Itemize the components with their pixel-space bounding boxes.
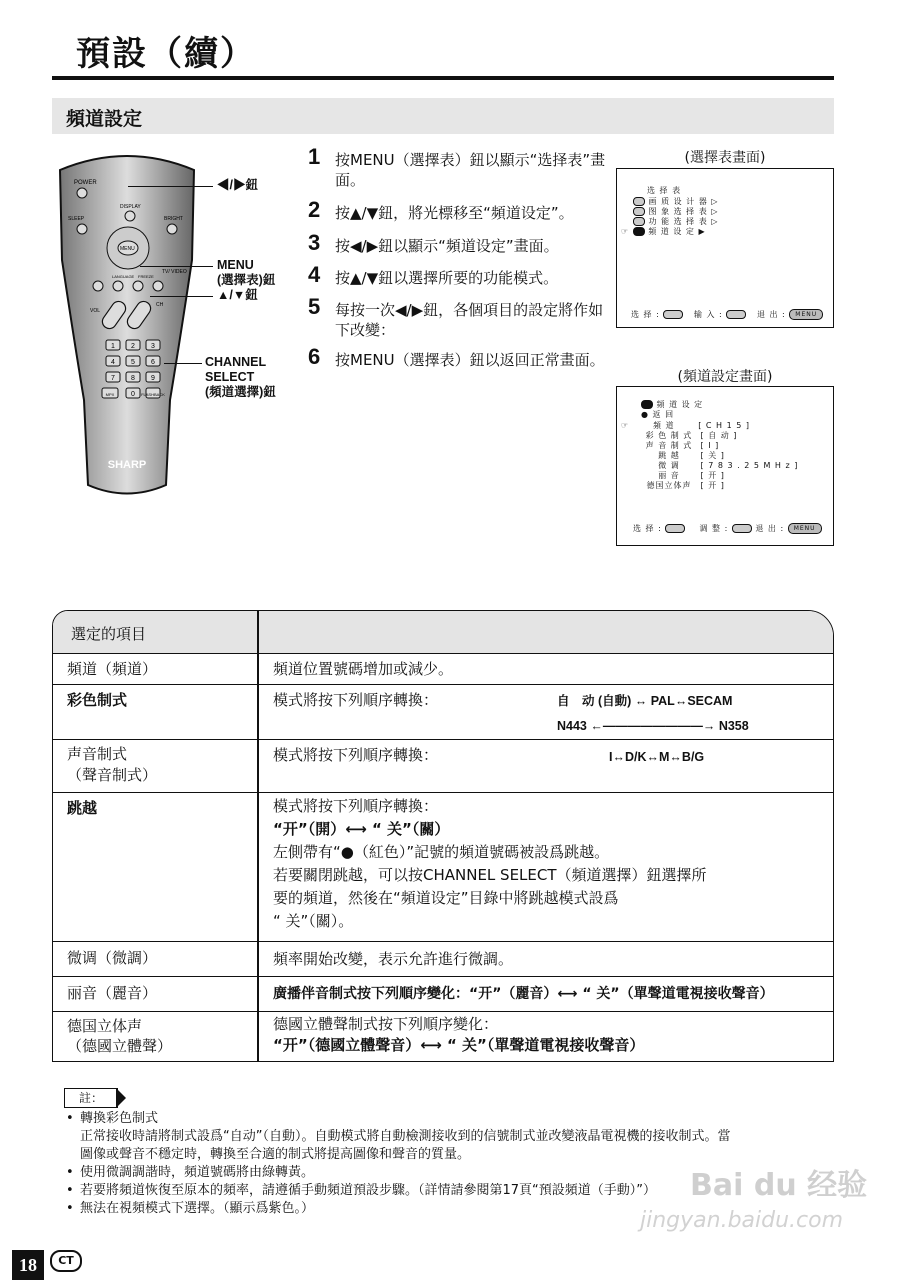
ud-leader <box>150 296 213 297</box>
adjust-key-icon <box>732 524 752 533</box>
note-item: • 若要將頻道恢復至原本的頻率，請遵循手動頻道預設步驟。（詳情請參閱第17頁“預設頻道（手動）”） <box>64 1182 834 1200</box>
sleep-button <box>77 224 87 234</box>
note-item: • 使用微調調諧時，頻道號碼將由綠轉黃。 <box>64 1164 834 1182</box>
ud-button-label: ▲/▼鈕 <box>217 288 258 302</box>
lr-button-label: ◀/▶鈕 <box>217 178 258 192</box>
table-row-color-system: 彩色制式 模式將按下列順序轉換： 自 动 (自動) ↔ PAL↔SECAM N443 ←————————→ N358 <box>53 685 833 740</box>
screen1-item-2: 图 象 选 择 表 ▷ <box>633 206 718 217</box>
display-button <box>125 211 135 221</box>
screen2-row-5: 微 调 [ 7 8 3 . 2 5 M H z ] <box>658 461 799 470</box>
sound-seq: I↔D/K↔M↔B/G <box>609 750 705 764</box>
screen1-item-4: ☞ 頻 道 设 定 ▶ <box>621 227 706 236</box>
page-title: 預設（續） <box>76 34 256 74</box>
power-button <box>77 188 87 198</box>
color-seq-bottom: N443 ←————————→ N358 <box>557 719 749 733</box>
title-rule <box>52 76 834 80</box>
screen1-title: 选 择 表 <box>647 186 682 195</box>
select-key-icon <box>663 310 683 319</box>
section-bar <box>52 98 834 134</box>
digit-9: 9 <box>151 375 155 382</box>
channel-select-label: CHANNEL SELECT (頻道選擇)鈕 <box>205 355 276 399</box>
table-row-nicam: 丽音（麗音） 廣播伴音制式按下列順序變化：“开”（麗音）⟷ “ 关”（單聲道電視接收聲音） <box>53 977 833 1012</box>
digit-3: 3 <box>151 343 155 350</box>
language-badge: CT <box>50 1250 82 1272</box>
table-header: 選定的項目 <box>53 611 833 654</box>
screen1-item-3: 功 能 选 择 表 ▷ <box>633 216 718 227</box>
table-row-german-stereo: 德国立体声 （德國立體聲） 德國立體聲制式按下列順序變化： “开”（德國立體聲音）⟷ “ 关”（單聲道電視接收聲音） <box>67 1015 645 1055</box>
note-item: 正常接收時請將制式設爲“自动”（自動）。自動模式將自動檢測接收到的信號制式並改變液晶電視機的接收制式。當 <box>80 1129 731 1144</box>
page-number: 18 <box>12 1250 44 1280</box>
screen1-caption: (選擇表畫面) <box>684 150 766 166</box>
menu-key-icon: MENU <box>789 309 823 320</box>
step-2: 2 按▲/▼鈕，將光標移至“頻道设定”。 <box>308 197 574 222</box>
note-item: • 轉換彩色制式 <box>64 1110 834 1128</box>
watermark-url: jingyan.baidu.com <box>640 1208 844 1233</box>
table-row-skip: 跳越 模式將按下列順序轉換： “开”（開）⟷ “ 关”（關） 左側帶有“●（紅色）”記號的頻道號碼被設爲跳越。 若要關閉跳越，可以按CHANNEL SELECT（頻道選擇）鈕選擇所 要的頻道，然後在“頻道设定”目錄中將跳越模式設爲 “ 关”（關）。 <box>53 793 833 942</box>
step-6: 6 按MENU（選擇表）鈕以返回正常畫面。 <box>308 344 605 369</box>
power-key-label: POWER <box>74 180 97 186</box>
flashback-key-label: FLASHBACK <box>141 392 165 397</box>
table-row-channel: 頻道（頻道） 頻道位置號碼增加或減少。 <box>53 654 833 685</box>
tv-video-key-label: TV/ VIDEO <box>162 269 187 275</box>
note-item: 圖像或聲音不穩定時，轉換至合適的制式將提高圖像和聲音的質量。 <box>80 1147 471 1162</box>
watermark-logo: Bai du 经验 <box>690 1168 868 1203</box>
screen2-footer: 选 择 : 调 整 : 退 出 : MENU <box>633 523 822 534</box>
display-key-label: DISPLAY <box>120 204 141 210</box>
screen2-row-6: 丽 音 [ 开 ] <box>658 471 725 480</box>
ch-key-label: CH <box>156 302 164 308</box>
digit-0: 0 <box>131 391 135 398</box>
step-5: 5 每按一次◀/▶鈕，各個項目的設定將作如下改變： <box>308 294 604 339</box>
remote-brand: SHARP <box>107 459 147 471</box>
language-key-label: LANGUAGE <box>112 274 135 279</box>
screen2-row-4: 跳 越 [ 关 ] <box>658 451 725 460</box>
screen2-back: ● 返 回 <box>641 410 675 419</box>
freeze-key-label: FREEZE <box>138 274 154 279</box>
screen1-footer: 选 择 : 输 入 : 退 出 : MENU <box>631 309 823 320</box>
screen2-title: 頻 道 设 定 <box>641 399 703 410</box>
digit-1: 1 <box>111 343 115 350</box>
digit-7: 7 <box>111 375 115 382</box>
settings-table <box>52 610 834 1062</box>
menu-screen <box>616 168 834 328</box>
note-item: • 無法在視頻模式下選擇。（顯示爲紫色。） <box>64 1200 834 1218</box>
channel-setting-screen <box>616 386 834 546</box>
select-key-icon <box>665 524 685 533</box>
color-seq-top: 自 动 (自動) ↔ PAL↔SECAM <box>557 694 733 708</box>
digit-6: 6 <box>151 359 155 366</box>
digit-5: 5 <box>131 359 135 366</box>
mpx-key-label: MPX <box>105 392 115 397</box>
menu-key-icon: MENU <box>788 523 822 534</box>
digit-4: 4 <box>111 359 115 366</box>
table-row-fine-tune: 微调（微調） 頻率開始改變，表示允許進行微調。 <box>53 942 833 977</box>
menu-button-label: MENU (選擇表)鈕 <box>217 258 276 287</box>
step-3: 3 按◀/▶鈕以顯示“頻道设定”畫面。 <box>308 230 559 255</box>
note-arrow-icon <box>116 1088 126 1108</box>
screen2-row-2: 彩 色 制 式 [ 自 动 ] <box>645 431 738 440</box>
digit-8: 8 <box>131 375 135 382</box>
remote-control-illustration <box>52 150 202 505</box>
channel-leader <box>164 363 202 364</box>
step-4: 4 按▲/▼鈕以選擇所要的功能模式。 <box>308 262 559 287</box>
sleep-key-label: SLEEP <box>68 216 85 222</box>
input-key-icon <box>726 310 746 319</box>
table-row-sound-system: 声音制式 （聲音制式） 模式將按下列順序轉換： I↔D/K↔M↔B/G <box>53 740 833 793</box>
digit-2: 2 <box>131 343 135 350</box>
bright-key-label: BRIGHT <box>164 216 183 222</box>
section-title: 頻道設定 <box>66 108 143 130</box>
screen1-item-1: 画 质 设 计 器 ▷ <box>633 196 718 207</box>
lr-leader <box>128 186 213 187</box>
menu-key-label: MENU <box>120 246 135 252</box>
bright-button <box>167 224 177 234</box>
note-tag: 註： <box>64 1088 118 1108</box>
menu-leader <box>140 266 213 267</box>
vol-key-label: VOL <box>90 308 101 314</box>
step-1: 1 按MENU（選擇表）鈕以顯示“选择表”畫面。 <box>308 144 606 189</box>
screen2-row-3: 声 音 制 式 [ I ] <box>645 441 720 450</box>
screen2-row-7: 德国立体声 [ 开 ] <box>646 481 725 490</box>
screen2-caption: (頻道設定畫面) <box>677 369 773 385</box>
screen2-row-1: ☞ 頻 道 [ C H 1 5 ] <box>621 421 751 430</box>
